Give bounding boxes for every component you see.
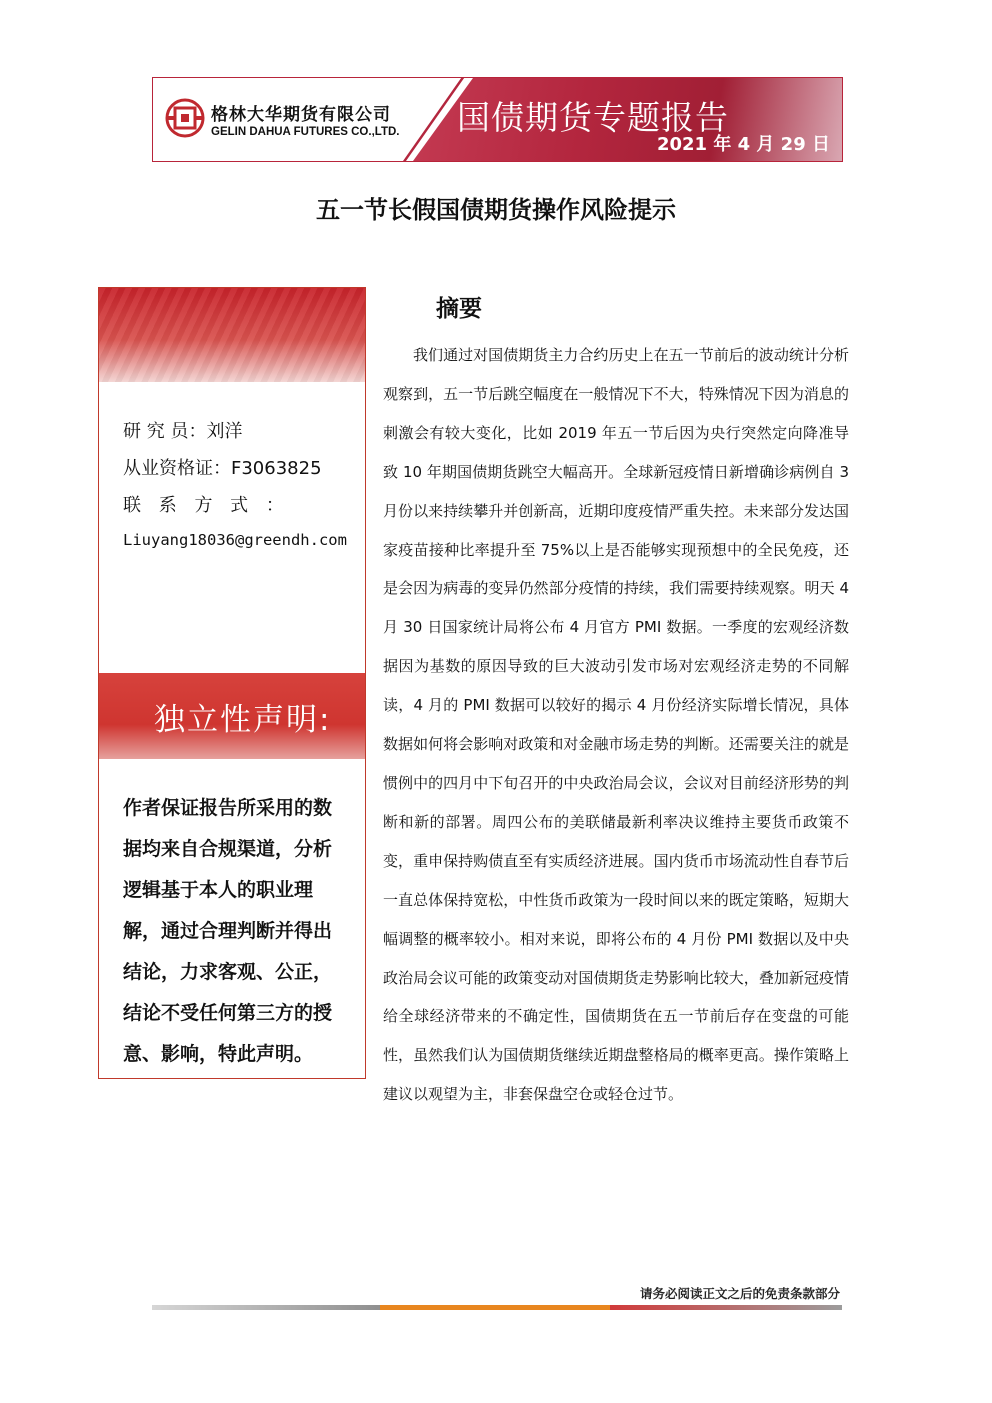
analyst-name: 刘洋 [206,421,243,442]
contact-label: 联 系 方 式 ： [123,495,290,516]
analyst-info [123,413,353,554]
report-type: 国债期货专题报告 [457,98,729,137]
sidebar [98,287,366,1079]
abstract-heading: 摘要 [436,296,482,322]
license-label: 从业资格证： [123,458,231,479]
license-row [123,450,353,487]
footer-bar [152,1305,842,1310]
gelin-dahua-logo-icon [165,98,205,138]
report-date: 2021 年 4 月 29 日 [656,134,830,155]
license-number: F3063825 [231,458,322,479]
analyst-label: 研 究 员： [123,421,207,442]
sidebar-top-band [99,288,365,382]
document-title: 五一节长假国债期货操作风险提示 [316,196,676,224]
abstract-body: 我们通过对国债期货主力合约历史上在五一节前后的波动统计分析观察到，五一节后跳空幅度在一般情况下不大，特殊情况下因为消息的刺激会有较大变化，比如 2019 年五一节后因为央行突然定向降准导致 10 年期国债期货跳空大幅高开。全球新冠疫情日新增确诊病例自 3 月份以来持续攀升并创新高，近期印度疫情严重失控。未来部分发达国家疫苗接种比率提升至 75%以上是否能够实现预想中的全民免疫，还是会因为病毒的变异仍然部分疫情的持续，我们需要持续观察。明天 4 月 30 日国家统计局将公布 4 月官方 PMI 数据。一季度的宏观经济数据因为基数的原因导致的巨大波动引发市场对宏观经济走势的不同解读，4 月的 PMI 数据可以较好的揭示 4 月份经济实际增长情况，具体数据如何将会影响对政策和对金融市场走势的判断。还需要关注的就是惯例中的四月中下旬召开的中央政治局会议，会议对目前经济形势的判断和新的部署。周四公布的美联储最新利率决议维持主要货币政策不变，重申保持购债直至有实质经济进展。国内货币市场流动性自春节后一直总体保持宽松，中性货币政策为一段时间以来的既定策略，短期大幅调整的概率较小。相对来说，即将公布的 4 月份 PMI 数据以及中央政治局会议可能的政策变动对国债期货走势影响比较大，叠加新冠疫情给全球经济带来的不确定性，国债期货在五一节前后存在变盘的可能性，虽然我们认为国债期货继续近期盘整格局的概率更高。操作策略上建议以观望为主，非套保盘空仓或轻仓过节。 [383,346,849,1104]
disclaimer-note: 请务必阅读正文之后的免责条款部分 [639,1286,840,1301]
declaration-text: 作者保证报告所采用的数据均来自合规渠道，分析逻辑基于本人的职业理解，通过合理判断并得出结论，力求客观、公正，结论不受任何第三方的授意、影响，特此声明。 [123,797,333,1065]
analyst-email[interactable]: Liuyang18036@greendh.com [123,531,347,549]
company-name-en: GELIN DAHUA FUTURES CO.,LTD. [211,126,400,138]
company-name-cn: 格林大华期货有限公司 [211,105,391,125]
analyst-row [123,413,353,450]
header-banner [152,77,843,162]
declaration-title: 独立性声明: [154,702,332,738]
